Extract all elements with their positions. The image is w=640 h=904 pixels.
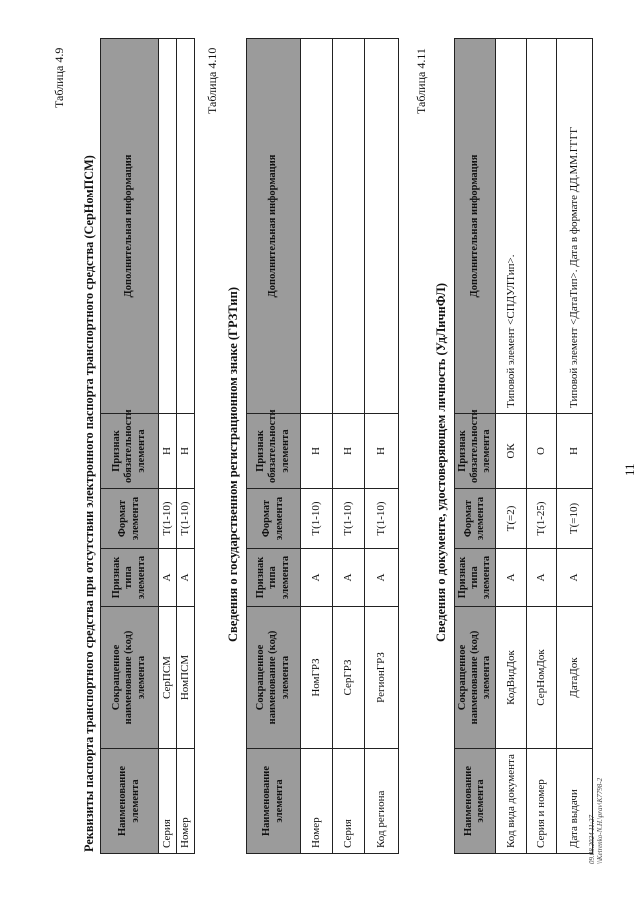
table-row [557, 39, 593, 854]
table-cell: А [557, 549, 593, 607]
footer-timestamp: 09.08.2024 11:27 [588, 814, 596, 864]
table-cell [365, 39, 399, 414]
header-cell: Наименование элемента [101, 749, 159, 854]
table-cell: Дата выдачи [557, 749, 593, 854]
table-title-4-10: Сведения о государственном регистрационном знаке (ГРЗТип) [226, 287, 240, 642]
table-cell: T(=10) [557, 489, 593, 549]
table-cell: Код региона [365, 749, 399, 854]
table-cell: Серия и номер [527, 749, 557, 854]
table-cell: Типовой элемент <СПДУЛТип>. [496, 39, 527, 414]
table-row [176, 39, 194, 854]
header-cell: Дополнительная информация [455, 39, 496, 414]
header-cell: Наименование элемента [247, 749, 301, 854]
header-cell: Признак типа элемента [101, 549, 159, 607]
table-cell: КодВидДок [496, 607, 527, 749]
table-4-9 [100, 38, 195, 854]
header-cell: Признак обязательности элемента [455, 414, 496, 489]
table-cell: T(1-10) [333, 489, 365, 549]
table-cell: Серия [159, 749, 177, 854]
footer-path: \\Ketrenko-N.H.\prav\K7798-2 [596, 777, 605, 864]
table-row [365, 39, 399, 854]
header-cell: Признак обязательности элемента [101, 414, 159, 489]
table-cell: А [159, 549, 177, 607]
table-cell: T(=2) [496, 489, 527, 549]
table-number-4-9: Таблица 4.9 [52, 47, 66, 108]
table-cell: T(1-10) [301, 489, 333, 549]
table-cell: Н [159, 414, 177, 489]
header-cell: Дополнительная информация [247, 39, 301, 414]
table-row [159, 39, 177, 854]
table-row [301, 39, 333, 854]
header-cell: Формат элемента [101, 489, 159, 549]
table-cell: А [496, 549, 527, 607]
table-cell: T(1-10) [176, 489, 194, 549]
header-cell: Наименование элемента [455, 749, 496, 854]
table-cell: Код вида документа [496, 749, 527, 854]
table-cell: А [333, 549, 365, 607]
table-4-10 [246, 38, 399, 854]
table-cell: РегионГРЗ [365, 607, 399, 749]
table-4-11 [454, 38, 593, 854]
table-cell: СерПСМ [159, 607, 177, 749]
table-cell [159, 39, 177, 414]
table-cell: А [176, 549, 194, 607]
table-cell: Номер [301, 749, 333, 854]
table-header-row [455, 39, 496, 854]
table-cell: А [527, 549, 557, 607]
header-cell: Сокращенное наименование (код) элемента [247, 607, 301, 749]
header-cell: Сокращенное наименование (код) элемента [455, 607, 496, 749]
table-cell: НомПСМ [176, 607, 194, 749]
table-cell: Н [301, 414, 333, 489]
table-header-row [247, 39, 301, 854]
table-title-4-9: Реквизиты паспорта транспортного средства при отсутствии электронного паспорта транспортного средства (СерНомПСМ) [82, 155, 96, 852]
table-cell: СерГРЗ [333, 607, 365, 749]
table-cell: Типовой элемент <ДатаТип>. Дата в формате ДД.ММ.ГГГГ [557, 39, 593, 414]
table-cell [176, 39, 194, 414]
header-cell: Признак типа элемента [247, 549, 301, 607]
table-cell: Н [365, 414, 399, 489]
page-number: 11 [622, 463, 637, 476]
table-number-4-10: Таблица 4.10 [205, 47, 219, 114]
table-cell: Н [333, 414, 365, 489]
table-cell: А [365, 549, 399, 607]
header-cell: Формат элемента [455, 489, 496, 549]
table-number-4-11: Таблица 4.11 [414, 48, 428, 114]
table-cell [333, 39, 365, 414]
table-cell: Н [176, 414, 194, 489]
table-row [333, 39, 365, 854]
table-row [496, 39, 527, 854]
header-cell: Дополнительная информация [101, 39, 159, 414]
table-title-4-11: Сведения о документе, удостоверяющем личность (УдЛичнФЛ) [434, 282, 448, 642]
table-header-row [101, 39, 159, 854]
table-cell: Серия [333, 749, 365, 854]
table-cell: Номер [176, 749, 194, 854]
header-cell: Признак обязательности элемента [247, 414, 301, 489]
table-cell [301, 39, 333, 414]
table-cell: T(1-10) [159, 489, 177, 549]
table-cell: ДатаДок [557, 607, 593, 749]
table-cell: О [527, 414, 557, 489]
print-footer [588, 778, 605, 864]
header-cell: Признак типа элемента [455, 549, 496, 607]
table-cell: НомГРЗ [301, 607, 333, 749]
table-cell [527, 39, 557, 414]
header-cell: Формат элемента [247, 489, 301, 549]
table-row [527, 39, 557, 854]
table-cell: T(1-10) [365, 489, 399, 549]
table-cell: А [301, 549, 333, 607]
table-cell: Н [557, 414, 593, 489]
table-cell: ОК [496, 414, 527, 489]
table-cell: T(1-25) [527, 489, 557, 549]
table-cell: СерНомДок [527, 607, 557, 749]
header-cell: Сокращенное наименование (код) элемента [101, 607, 159, 749]
